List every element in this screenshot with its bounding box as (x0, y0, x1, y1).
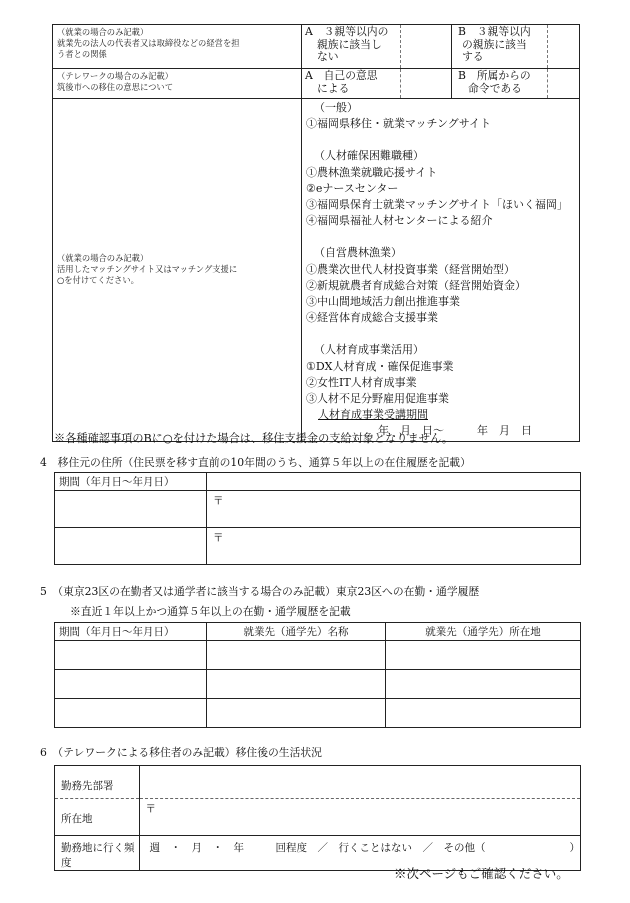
relation-option-a-line2: 親族に該当し (317, 37, 382, 51)
section5-subheading: ※直近１年以上かつ通算５年以上の在勤・通学履歴を記載 (70, 605, 351, 618)
period-cell[interactable] (55, 699, 207, 728)
location-label: 所在地 (55, 799, 140, 836)
relation-option-b[interactable] (452, 25, 580, 69)
matching-label-2: 活用したマッチングサイト又はマッチング支援に (57, 264, 238, 275)
matching-item[interactable]: ④経営体育成総合支援事業 (306, 311, 438, 325)
group-title: （人材育成事業活用） (314, 343, 424, 357)
option-b-warning: ※各種確認事項のBに○を付けた場合は、移住支援金の支給対象となりません。 (54, 432, 454, 445)
employer-address-header: 就業先（通学先）所在地 (386, 623, 581, 641)
matching-item[interactable]: ③中山間地域活力創出推進事業 (306, 295, 460, 309)
postal-mark: 〒 (213, 495, 224, 507)
dashed-divider (400, 69, 401, 98)
relation-option-a-line1: A ３親等以内の (305, 25, 389, 38)
intention-label-2: 筑後市への移住の意思について (57, 82, 173, 92)
previous-address-table (54, 472, 581, 565)
relation-option-b-line3: する (462, 50, 484, 63)
matching-item[interactable]: ①農林漁業就職応援サイト (306, 165, 438, 179)
employer-address-cell[interactable] (386, 699, 581, 728)
department-field[interactable] (139, 766, 581, 799)
period-cell[interactable] (55, 491, 207, 528)
visit-frequency-options[interactable]: 週 ・ 月 ・ 年 回程度 ／ 行くことはない ／ その他（ ） (139, 836, 581, 871)
employer-address-cell[interactable] (386, 670, 581, 699)
address-cell[interactable] (207, 528, 581, 565)
telework-status-table (54, 765, 581, 871)
intention-label-1: （テレワークの場合のみ記載） (57, 71, 173, 81)
tokyo-history-table (54, 622, 581, 728)
intention-option-b[interactable] (452, 69, 580, 99)
employer-name-cell[interactable] (207, 699, 386, 728)
intention-option-b-line2: 命令である (468, 81, 522, 95)
matching-group-shortage (306, 148, 575, 229)
intention-option-a[interactable] (302, 69, 452, 99)
relation-option-b-line1: B ３親等以内 (458, 25, 531, 38)
employer-address-cell[interactable] (386, 641, 581, 670)
matching-item[interactable]: ①DX人材育成・確保促進事業 (306, 359, 454, 373)
section5-heading: 5 （東京23区の在勤者又は通学者に該当する場合のみ記載）東京23区への在勤・通学履歴 (40, 585, 480, 598)
group-title: （人材確保困難職種） (314, 149, 424, 163)
training-period-title: 人材育成事業受講期間 (318, 408, 428, 422)
matching-item[interactable]: ①福岡県移住・就業マッチングサイト (306, 117, 492, 131)
group-title: （一般） (314, 101, 358, 114)
dashed-divider (400, 25, 401, 68)
next-page-note: ※次ページもご確認ください。 (394, 866, 569, 881)
group-title: （自営農林漁業） (314, 246, 402, 260)
period-cell[interactable] (55, 670, 207, 699)
matching-group-farming (306, 245, 575, 326)
matching-item[interactable]: ②eナースセンター (306, 181, 399, 195)
dashed-divider (547, 69, 548, 98)
visit-frequency-label: 勤務地に行く頻度 (55, 836, 140, 871)
dashed-divider (547, 25, 548, 68)
matching-item[interactable]: ④福岡県福祉人材センターによる紹介 (306, 214, 493, 228)
matching-item[interactable]: ③人材不足分野雇用促進事業 (306, 392, 449, 406)
employer-name-cell[interactable] (207, 641, 386, 670)
period-cell[interactable] (55, 528, 207, 565)
matching-group-general (306, 100, 575, 132)
relation-option-b-line2: の親族に該当 (462, 37, 527, 51)
employer-name-cell[interactable] (207, 670, 386, 699)
period-header: 期間（年月日～年月日） (55, 623, 207, 641)
section6-heading: 6 （テレワークによる移住者のみ記載）移住後の生活状況 (40, 746, 322, 759)
matching-label-3: ○を付けてください。 (57, 275, 139, 286)
intention-option-a-line2: による (317, 81, 350, 95)
department-label: 勤務先部署 (55, 766, 140, 799)
matching-item[interactable]: ②女性IT人材育成事業 (306, 375, 417, 389)
matching-options-cell (302, 99, 580, 442)
relation-label-1: （就業の場合のみ記載） (57, 27, 149, 37)
matching-item[interactable]: ③福岡県保育士就業マッチングサイト「ほいく福岡」 (306, 198, 569, 212)
training-period-label (306, 407, 575, 423)
location-field[interactable] (139, 799, 581, 836)
intention-label-cell (53, 69, 302, 99)
address-cell[interactable] (207, 491, 581, 528)
matching-group-training (306, 342, 575, 407)
relation-label-2: 就業先の法人の代表者又は取締役などの経営を担 (57, 38, 240, 48)
relation-label-3: う者との関係 (57, 49, 107, 59)
matching-item[interactable]: ②新規就農者育成総合対策（経営開始資金） (306, 278, 526, 292)
relation-option-a-line3: ない (317, 50, 339, 63)
period-cell[interactable] (55, 641, 207, 670)
relation-label-cell (53, 25, 302, 69)
address-header (207, 473, 581, 491)
relation-option-a[interactable] (302, 25, 452, 69)
matching-label-cell (53, 99, 302, 442)
intention-option-b-line1: B 所属からの (458, 69, 531, 82)
matching-label-1: （就業の場合のみ記載） (57, 253, 149, 264)
section4-heading: 4 移住元の住所（住民票を移す直前の10年間のうち、通算５年以上の在住履歴を記載） (40, 456, 471, 469)
matching-item[interactable]: ①農業次世代人材投資事業（経営開始型） (306, 262, 515, 276)
postal-mark: 〒 (213, 532, 224, 544)
intention-option-a-line1: A 自己の意思 (305, 69, 378, 82)
employer-name-header: 就業先（通学先）名称 (207, 623, 386, 641)
training-period-field[interactable]: 年 月 日～ 年 月 日 (378, 424, 532, 438)
postal-mark: 〒 (145, 803, 156, 815)
confirmation-table (52, 24, 580, 442)
period-header: 期間（年月日～年月日） (55, 473, 207, 491)
